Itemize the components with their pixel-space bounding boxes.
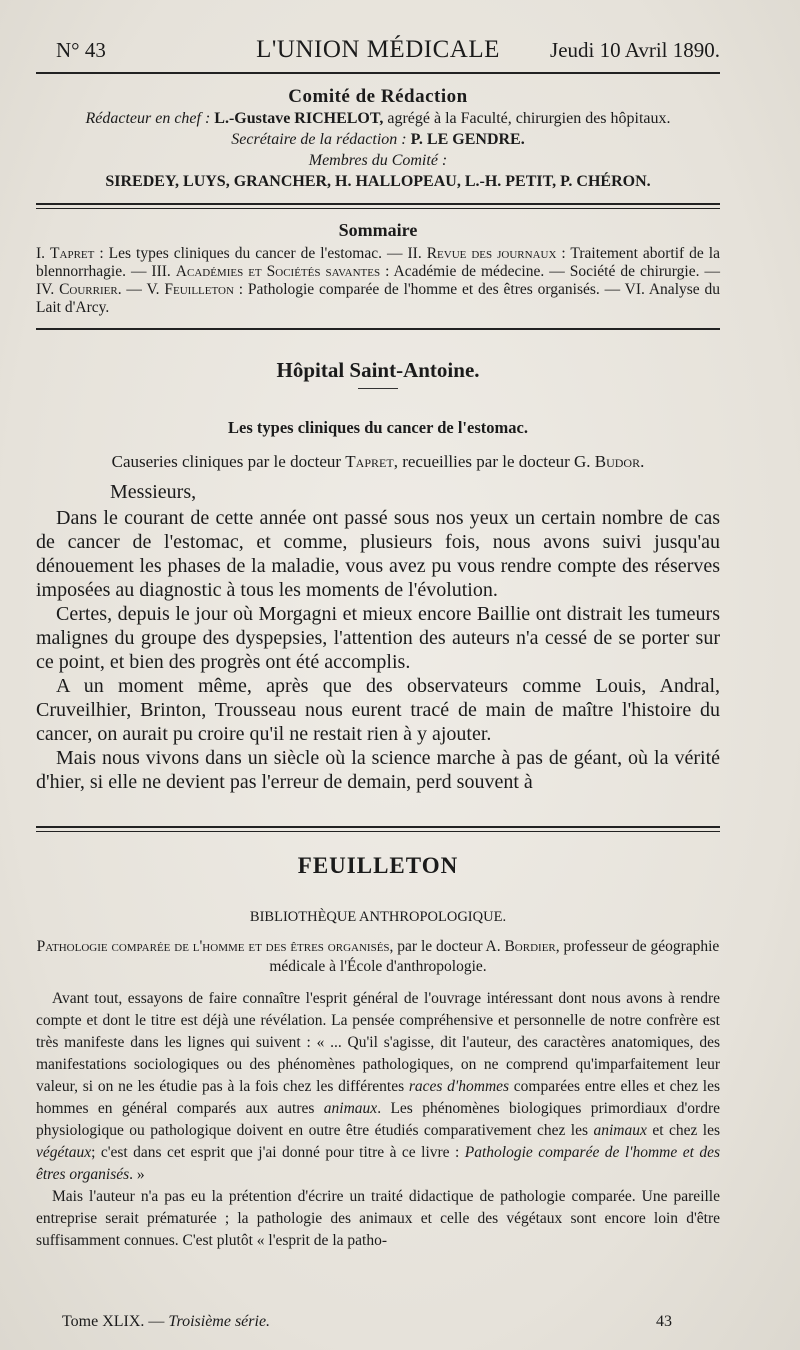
summary-heading: Sommaire: [338, 220, 418, 240]
issue-date: Jeudi 10 Avril 1890.: [550, 38, 720, 62]
paragraph: Certes, depuis le jour où Morgagni et mieux encore Baillie ont distrait les tumeurs malignes du groupe des dyspepsies, l'attention des auteurs n'a cessé de se porter sur ce point, et bien des progrès ont été accomplis.: [36, 603, 720, 673]
feuilleton-heading: FEUILLETON: [297, 853, 459, 878]
editor-in-chief-line: Rédacteur en chef : L.-Gustave RICHELOT, agrégé à la Faculté, chirurgien des hôpitaux.: [85, 110, 671, 127]
paragraph: Mais nous vivons dans un siècle où la science marche à pas de géant, où la vérité d'hier, si elle ne devient pas l'erreur de demain, perd souvent à: [36, 747, 720, 793]
article-byline: Causeries cliniques par le docteur Tapret, recueillies par le docteur G. Budor.: [111, 452, 645, 471]
page-number: 43: [656, 1313, 672, 1330]
feuilleton-rule-top: [36, 826, 720, 828]
book-reference: Pathologie comparée de l'homme et des êtres organisés, par le docteur A. Bordier, professeur de géographie médicale à l'École d'anthropologie.: [36, 938, 720, 975]
summary-section: [36, 220, 720, 317]
double-rule-top: [36, 203, 720, 205]
members-names: SIREDEY, LUYS, GRANCHER, H. HALLOPEAU, L.-H. PETIT, P. CHÉRON.: [105, 173, 651, 190]
salutation: Messieurs,: [110, 481, 197, 503]
summary-text: I. Tapret : Les types cliniques du cancer de l'estomac. — II. Revue des journaux : Traitement abortif de la blennorrhagie. — III. Académies et Sociétés savantes : Académie de médecine. — Société de chirurgie. — IV. Courrier. — V. Feuilleton : Pathologie comparée de l'homme et des êtres organisés. — VI. Analyse du Lait d'Arcy.: [36, 245, 720, 316]
section-rule: [36, 328, 720, 330]
hospital-heading: Hôpital Saint-Antoine.: [36, 358, 720, 389]
journal-title: L'UNION MÉDICALE: [256, 36, 500, 63]
paragraph: A un moment même, après que des observateurs comme Louis, Andral, Cruveilhier, Brinton, Trousseau nous eurent tracé de main de maître l'histoire du cancer, on aurait pu croire qu'il ne restait rien à y ajouter.: [36, 675, 720, 745]
page-footer: Tome XLIX. — Troisième série. 43: [62, 1313, 672, 1330]
committee-heading: Comité de Rédaction: [288, 86, 468, 107]
paragraph: Mais l'auteur n'a pas eu la prétention d'écrire un traité didactique de pathologie comparée. Une pareille entreprise serait prématurée ; la pathologie des animaux et celle des végétaux sont encore loin d'être suffisamment connues. C'est plutôt « l'esprit de la patho-: [36, 1188, 720, 1249]
article-title: Les types cliniques du cancer de l'estomac.: [228, 418, 528, 437]
masthead-rule: [36, 72, 720, 74]
issue-number: N° 43: [56, 38, 106, 62]
secretary-line: Secrétaire de la rédaction : P. LE GENDRE.: [231, 131, 525, 148]
paragraph: Dans le courant de cette année ont passé sous nos yeux un certain nombre de cas de cancer de l'estomac, et comme, plusieurs fois, nous avons suivi jusqu'au dénouement les phases de la maladie, vous avez pu vous rendre compte des réserves imposées au diagnostic à tous les moments de l'évolution.: [36, 507, 720, 601]
paragraph: Avant tout, essayons de faire connaître l'esprit général de l'ouvrage intéressant dont nous avons à rendre compte et dont le titre est déjà une révélation. La pensée compréhensive et personnelle de notre confrère est très manifeste dans les lignes qui suivent : « ... Qu'il s'agisse, dit l'auteur, des caractères anatomiques, des manifestations sociologiques ou des phénomènes pathologiques, on ne comprend qu'imparfaitement leur valeur, si on ne les étudie pas à la fois chez les différentes races d'hommes comparées entre elles et chez les hommes en général comparés aux autres animaux. Les phénomènes biologiques primordiaux d'ordre physiologique ou pathologique doivent en outre être étudiés comparativement chez les animaux et chez les végétaux; c'est dans cet esprit que j'ai donné pour titre à ce livre : Pathologie comparée de l'homme et des êtres organisés. »: [36, 990, 721, 1183]
editorial-committee: [36, 86, 720, 192]
library-heading: BIBLIOTHÈQUE ANTHROPOLOGIQUE.: [249, 909, 507, 925]
heading-underline: [358, 388, 398, 389]
masthead: [36, 38, 720, 72]
article-body: [36, 480, 720, 794]
members-label: Membres du Comité :: [308, 152, 448, 169]
double-rule-bottom: [36, 208, 720, 209]
feuilleton-rule-bottom: [36, 831, 720, 832]
feuilleton-body: [36, 988, 720, 1252]
